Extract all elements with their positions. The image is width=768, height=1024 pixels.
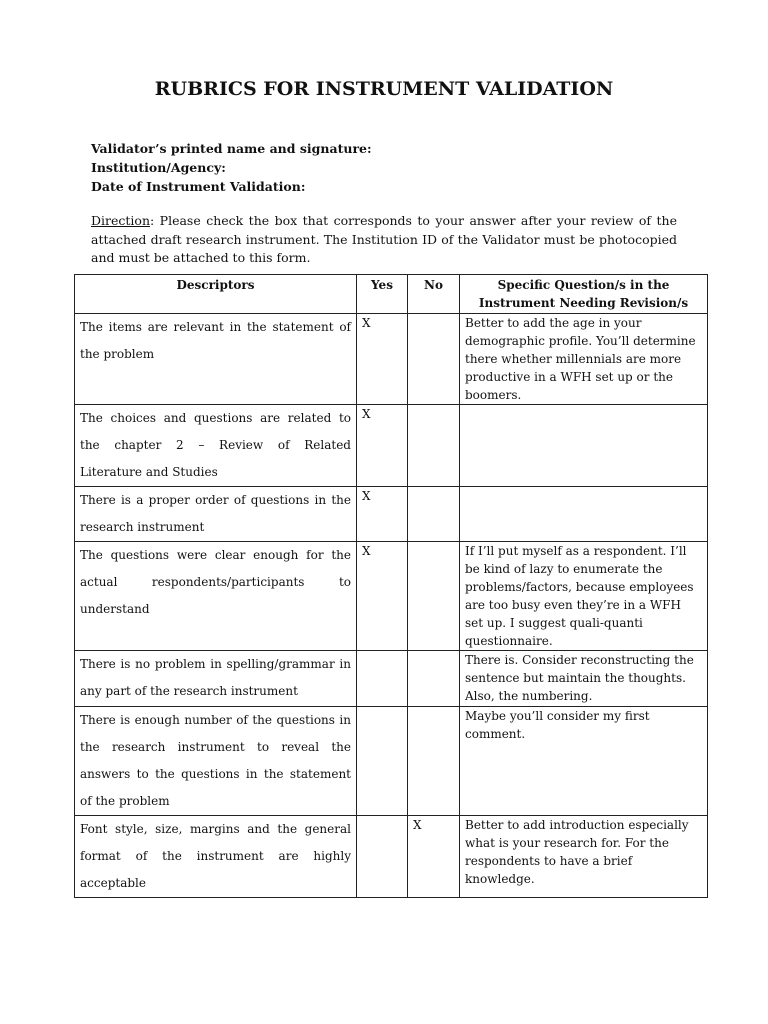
- yes-cell[interactable]: [357, 651, 408, 707]
- header-specific-questions: Specific Question/s in the Instrument Needing Revision/s: [460, 275, 708, 314]
- direction-label: Direction: [91, 213, 150, 228]
- yes-cell[interactable]: [357, 707, 408, 816]
- descriptor-cell: The choices and questions are related to the chapter 2 – Review of Related Literature and Studies: [75, 405, 357, 487]
- table-row: [75, 816, 708, 898]
- specific-question-cell: If I’ll put myself as a respondent. I’ll be kind of lazy to enumerate the problems/factors, because employees are too busy even they’re in a WFH set up. I suggest quali-quanti questionnaire.: [460, 542, 708, 651]
- no-cell[interactable]: [408, 314, 460, 405]
- no-cell[interactable]: [408, 405, 460, 487]
- validator-name-label: Validator’s printed name and signature:: [91, 141, 372, 156]
- table-row: [75, 405, 708, 487]
- no-cell[interactable]: [408, 651, 460, 707]
- header-no: No: [408, 275, 460, 314]
- header-yes: Yes: [357, 275, 408, 314]
- descriptor-cell: The questions were clear enough for the actual respondents/participants to understand: [75, 542, 357, 651]
- no-cell[interactable]: [408, 707, 460, 816]
- table-row: [75, 314, 708, 405]
- table-header-row: [75, 275, 708, 314]
- header-descriptors: Descriptors: [75, 275, 357, 314]
- yes-cell[interactable]: X: [357, 487, 408, 542]
- validation-date-label: Date of Instrument Validation:: [91, 179, 306, 194]
- yes-cell[interactable]: X: [357, 314, 408, 405]
- yes-cell[interactable]: [357, 816, 408, 898]
- page-title: RUBRICS FOR INSTRUMENT VALIDATION: [154, 78, 614, 100]
- specific-question-cell: Better to add the age in your demographic profile. You’ll determine there whether millennials are more productive in a WFH set up or the boomers.: [460, 314, 708, 405]
- descriptor-cell: There is a proper order of questions in the research instrument: [75, 487, 357, 542]
- specific-question-cell: [460, 405, 708, 487]
- no-cell[interactable]: [408, 542, 460, 651]
- descriptor-cell: There is no problem in spelling/grammar in any part of the research instrument: [75, 651, 357, 707]
- specific-question-cell: Better to add introduction especially what is your research for. For the respondents to have a brief knowledge.: [460, 816, 708, 898]
- table-row: [75, 651, 708, 707]
- descriptor-cell: Font style, size, margins and the general format of the instrument are highly acceptable: [75, 816, 357, 898]
- direction-paragraph: [91, 212, 677, 268]
- specific-question-cell: [460, 487, 708, 542]
- no-cell[interactable]: X: [408, 816, 460, 898]
- validator-info: [91, 139, 372, 196]
- table-row: [75, 487, 708, 542]
- specific-question-cell: There is. Consider reconstructing the sentence but maintain the thoughts. Also, the numbering.: [460, 651, 708, 707]
- table-row: [75, 707, 708, 816]
- no-cell[interactable]: [408, 487, 460, 542]
- yes-cell[interactable]: X: [357, 542, 408, 651]
- yes-cell[interactable]: X: [357, 405, 408, 487]
- descriptor-cell: There is enough number of the questions in the research instrument to reveal the answers to the questions in the statement of the problem: [75, 707, 357, 816]
- direction-text: : Please check the box that corresponds to your answer after your review of the attached draft research instrument. The Institution ID of the Validator must be photocopied and must be attached to this form.: [91, 213, 677, 265]
- descriptor-cell: The items are relevant in the statement of the problem: [75, 314, 357, 405]
- rubric-table: [74, 274, 708, 898]
- institution-label: Institution/Agency:: [91, 160, 226, 175]
- table-row: [75, 542, 708, 651]
- specific-question-cell: Maybe you’ll consider my first comment.: [460, 707, 708, 816]
